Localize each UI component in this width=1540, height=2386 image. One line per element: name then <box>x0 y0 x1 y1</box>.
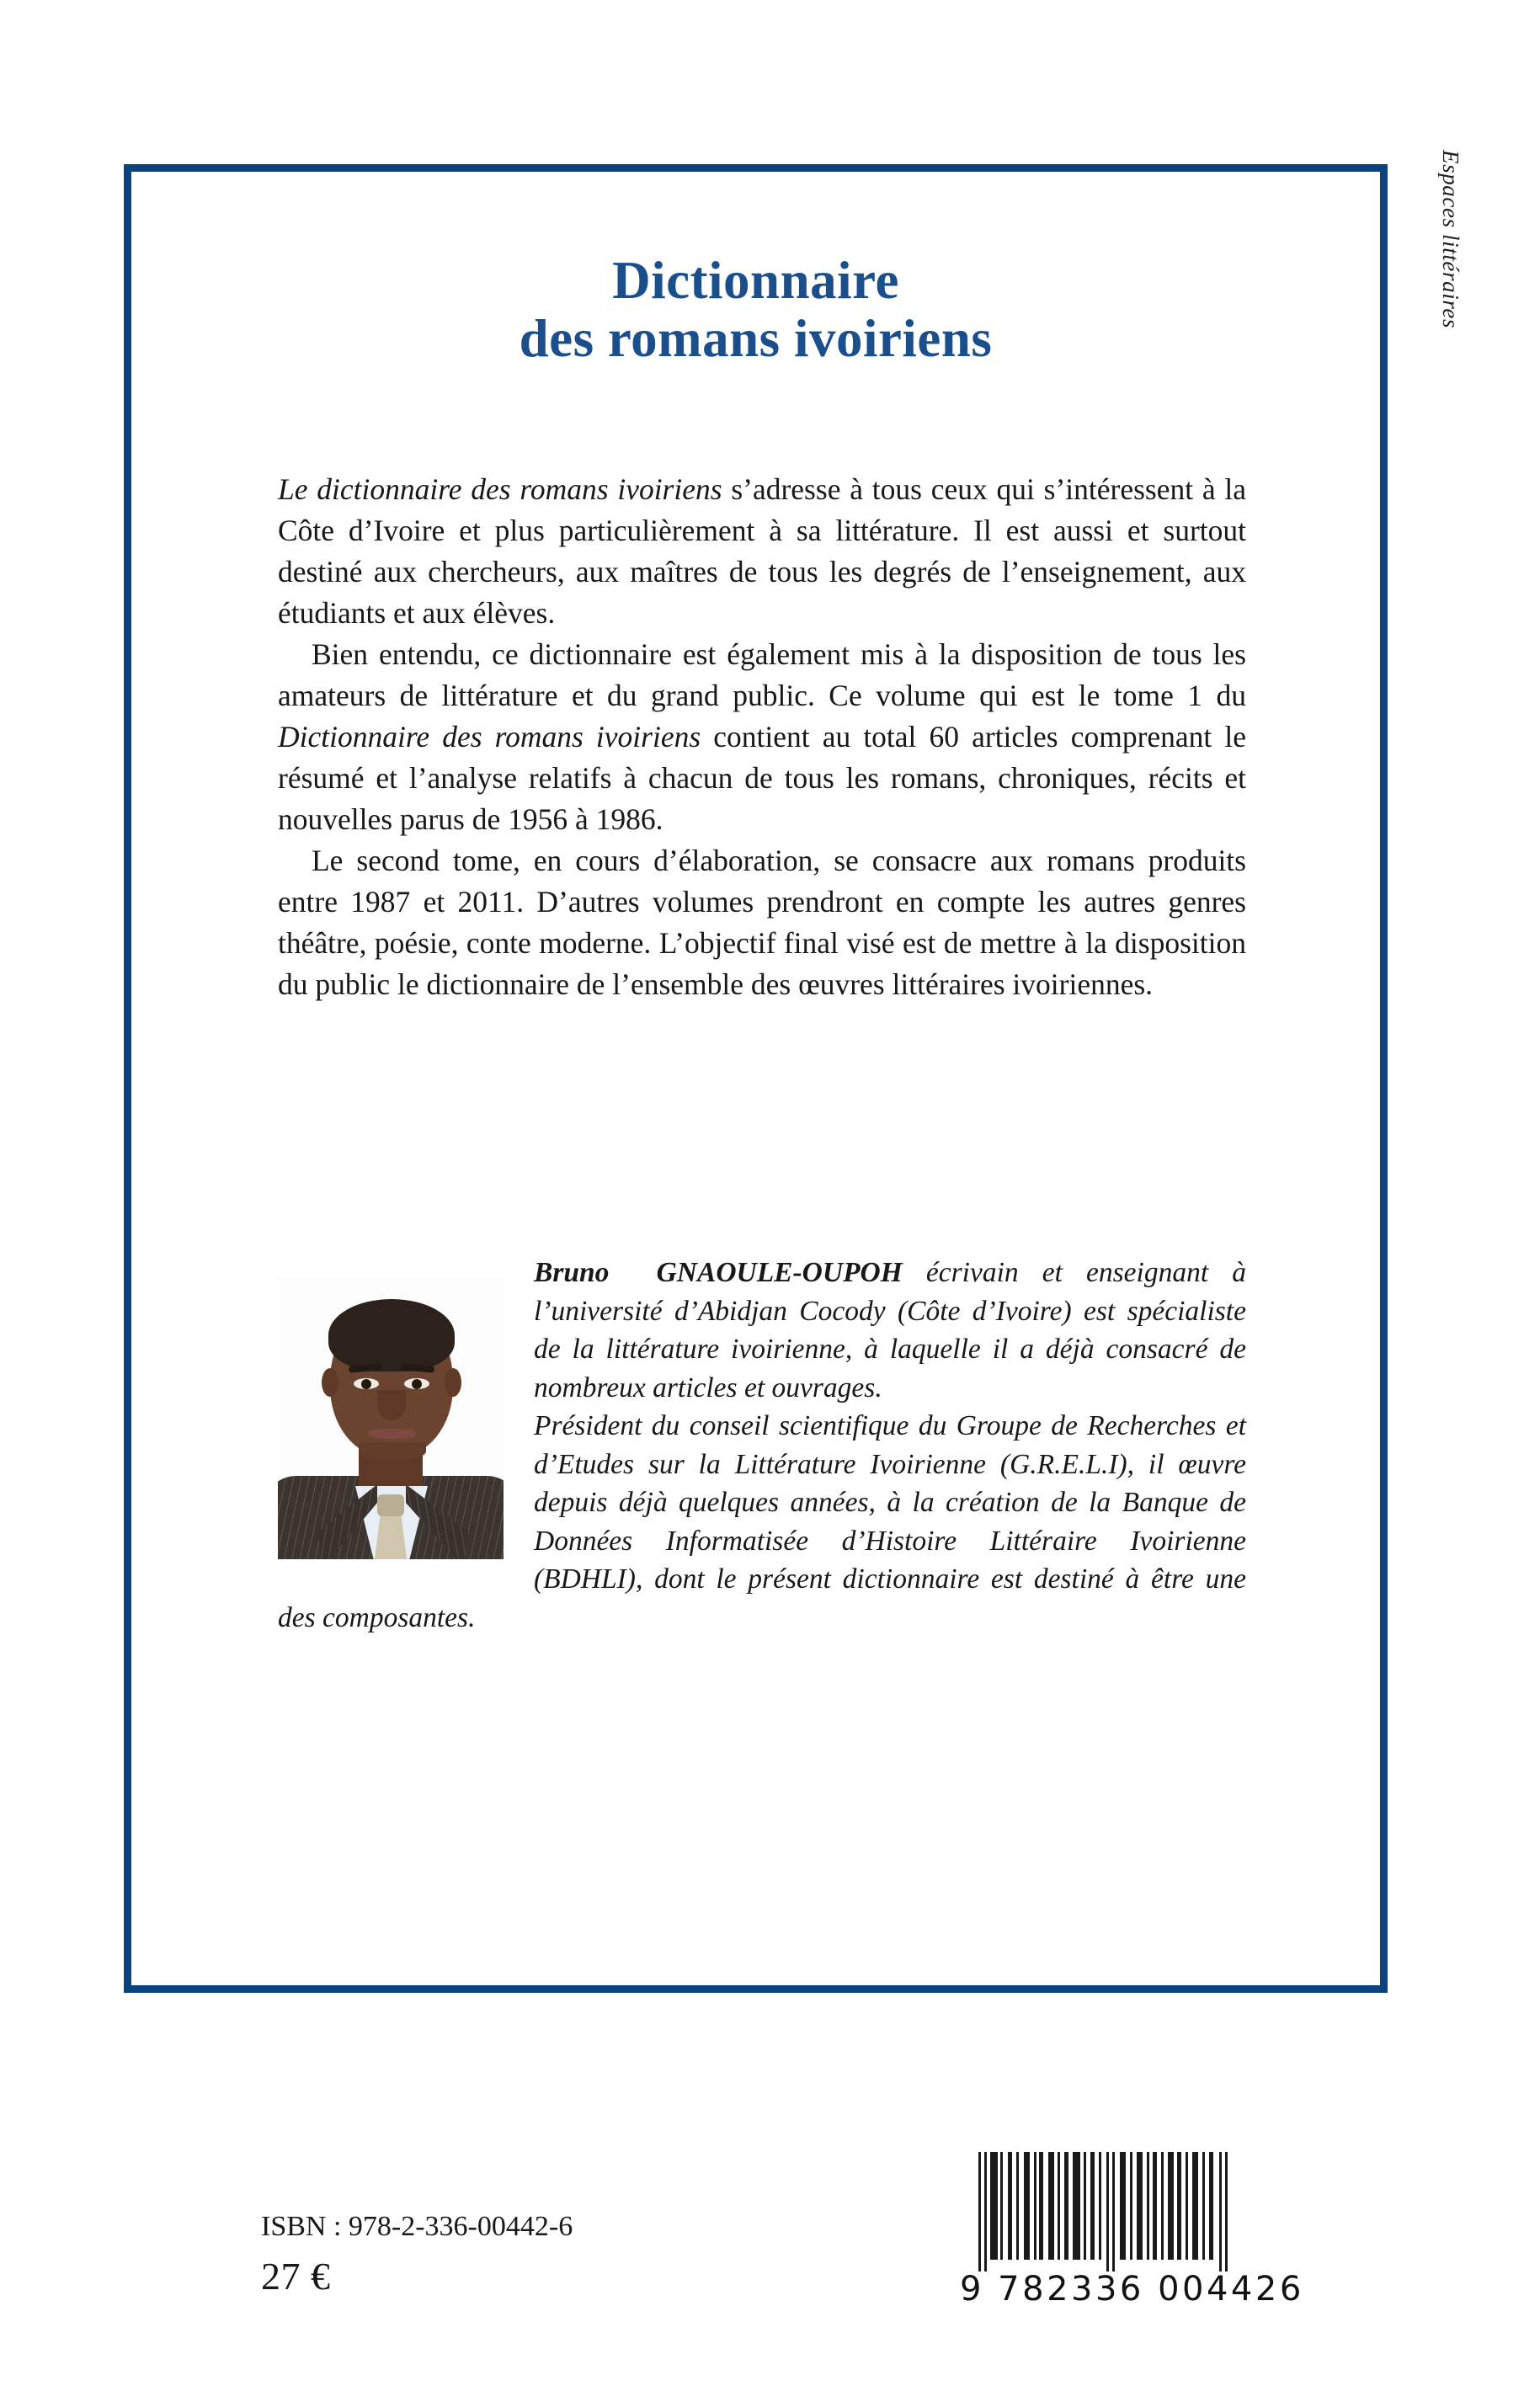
title-line-1: Dictionnaire <box>612 251 899 310</box>
author-last-name: GNAOULE-OUPOH <box>656 1257 903 1288</box>
blurb-p2-title-italic: Dictionnaire des romans ivoiriens <box>278 720 701 754</box>
series-label <box>1420 150 1470 453</box>
blurb-p2-b: contient au total 60 articles comprenant le résumé et l’analyse relatifs à chacun de tous les romans, chroniques, récits et nouvelles parus de 1956 à 1986. <box>278 720 1246 836</box>
portrait-pupil-right <box>412 1379 422 1389</box>
portrait-chin <box>359 1442 426 1461</box>
barcode-block <box>960 2152 1304 2309</box>
portrait-mouth <box>369 1429 416 1439</box>
author-section <box>278 1254 1246 1637</box>
author-first-name: Bruno <box>534 1257 610 1288</box>
blurb-p2-a: Bien entendu, ce dictionnaire est également mis à la disposition de tous les amateurs de littérature et du grand public. Ce volume qui est le tome 1 du <box>278 637 1246 712</box>
author-bio-text-1: écrivain et enseignant à l’université d’Abidjan Cocody (Côte d’Ivoire) est spécialiste de la littérature ivoirienne, à laquelle il a déjà consacré de nombreux articles et ouvrages. <box>534 1257 1247 1403</box>
isbn-text: ISBN : 978-2-336-00442-6 <box>261 2211 573 2242</box>
portrait-hair <box>328 1299 455 1371</box>
cover-frame-border <box>124 164 1388 1993</box>
author-bio-paragraph-2: Président du conseil scientifique du Groupe de Recherches et d’Etudes sur la Littérature Ivoirienne (G.R.E.L.I), il œuvre depuis déjà quelques années, à la création de la Banque de Données Informatisée d’Histoire Littéraire Ivoirienne (BDHLI), dont le présent dictionnaire est destiné à être une des composantes. <box>278 1410 1246 1633</box>
blurb-text <box>278 469 1246 1005</box>
portrait-ear-right <box>445 1368 461 1397</box>
price-text: 27 € <box>261 2254 331 2298</box>
portrait-ear-left <box>322 1368 338 1397</box>
barcode-bars <box>960 2152 1238 2271</box>
isbn-price-block <box>261 2209 573 2300</box>
blurb-p1-title-italic: Le dictionnaire des romans ivoiriens <box>278 472 722 506</box>
page-title <box>131 252 1380 369</box>
title-line-2: des romans ivoiriens <box>519 309 993 369</box>
blurb-p1-rest: s’adresse à tous ceux qui s’intéressent à la Côte d’Ivoire et plus particulièrement à sa littérature. Il est aussi et surtout destiné aux chercheurs, aux maîtres de tous les degrés de l’enseignement, aux étudiants et aux élèves. <box>278 472 1246 630</box>
portrait-tie-knot <box>377 1494 404 1516</box>
portrait-nose <box>377 1390 406 1420</box>
author-portrait-photo <box>278 1277 504 1559</box>
blurb-paragraph-2 <box>278 634 1246 840</box>
series-label-text: Espaces littéraires <box>1438 150 1463 329</box>
barcode-digits: 9 782336 004426 <box>960 2270 1304 2309</box>
blurb-paragraph-1 <box>278 469 1246 634</box>
blurb-paragraph-3: Le second tome, en cours d’élaboration, se consacre aux romans produits entre 1987 et 2011. D’autres volumes prendront en compte les autres genres théâtre, poésie, conte moderne. L’objectif final visé est de mettre à la disposition du public le dictionnaire de l’ensemble des œuvres littéraires ivoiriennes. <box>278 844 1246 1001</box>
portrait-pupil-left <box>361 1379 371 1389</box>
